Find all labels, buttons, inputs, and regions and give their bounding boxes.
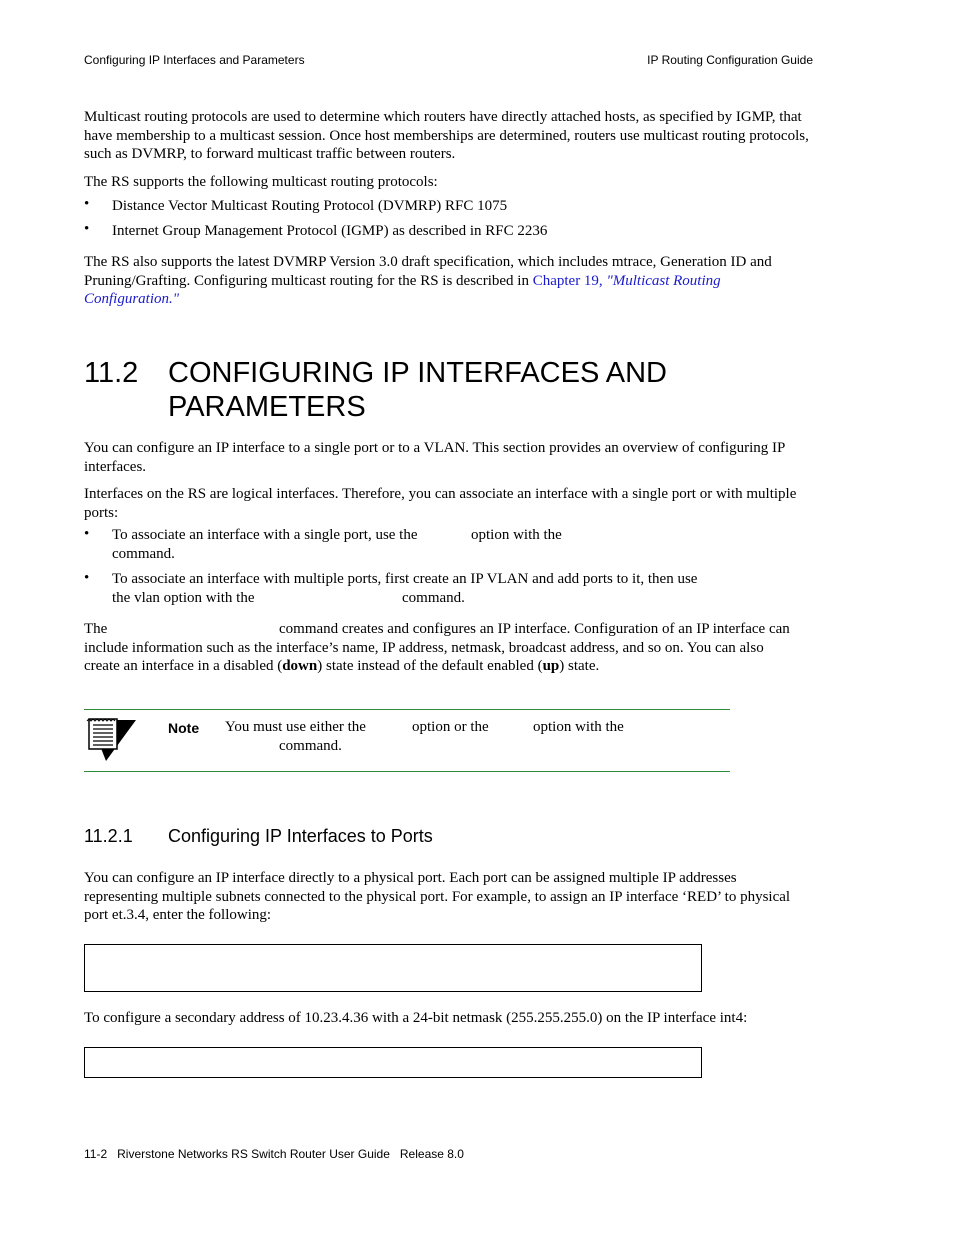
note-icon <box>84 717 140 768</box>
note-text-4: command. <box>279 738 342 754</box>
p3-line3-text-c: ) state. <box>559 658 600 674</box>
note-text-1: You must use either the <box>225 719 366 735</box>
page-footer: 11-2 Riverstone Networks RS Switch Router User Guide Release 8.0 <box>84 1147 464 1161</box>
subsection-title: Configuring IP Interfaces to Ports <box>168 826 433 846</box>
intro-paragraph-3-text: The RS also supports the latest DVMRP Version 3.0 draft specification, which includes mtrace, Generation ID and Pruning/Grafting. Configuring multicast routing for the RS is described in <box>84 254 772 289</box>
intro-paragraph-3 <box>84 253 814 309</box>
section-bullet-2-part-a: To associate an interface with multiple ports, first create an IP VLAN and add ports to it, then use <box>112 571 698 587</box>
section-bullet-2-part-c: command. <box>402 590 465 606</box>
section-paragraph-3-line-3 <box>84 658 599 675</box>
bullet-icon: • <box>84 570 90 586</box>
note-text-3: option with the <box>533 719 624 735</box>
note-label: Note <box>168 720 200 736</box>
subsection-number: 11.2.1 <box>84 826 133 846</box>
down-keyword: down <box>282 658 318 674</box>
note-text-2: option or the <box>412 719 489 735</box>
intro-paragraph-2: The RS supports the following multicast routing protocols: <box>84 174 438 190</box>
section-title-line-1: CONFIGURING IP INTERFACES AND <box>168 357 667 389</box>
section-title-line-2: PARAMETERS <box>168 391 366 423</box>
note-top-rule <box>84 709 730 710</box>
intro-bullet-2: Internet Group Management Protocol (IGMP) as described in RFC 2236 <box>112 223 548 239</box>
subsection-paragraph-2: To configure a secondary address of 10.23.4.36 with a 24-bit netmask (255.255.255.0) on the IP interface int4: <box>84 1010 748 1026</box>
bullet-icon: • <box>84 196 90 212</box>
section-paragraph-2: Interfaces on the RS are logical interfaces. Therefore, you can associate an interface with a single port or with multiple ports: <box>84 486 797 521</box>
section-bullet-2-part-b: the vlan option with the <box>112 590 255 606</box>
section-paragraph-1: You can configure an IP interface to a single port or to a VLAN. This section provides an overview of configuring IP interfaces. <box>84 440 785 475</box>
section-paragraph-3-part-b: command creates and configures an IP interface. Configuration of an IP interface can <box>279 621 790 637</box>
intro-bullet-1: Distance Vector Multicast Routing Protocol (DVMRP) RFC 1075 <box>112 198 508 214</box>
p3-line3-text-a: create an interface in a disabled ( <box>84 658 283 674</box>
up-keyword: up <box>542 658 560 674</box>
section-paragraph-3-line-2: include information such as the interface’s name, IP address, netmask, broadcast address, and so on. You can also <box>84 640 764 656</box>
section-bullet-1-part-a: To associate an interface with a single port, use the <box>112 527 418 543</box>
bullet-icon: • <box>84 221 90 237</box>
intro-paragraph-1: Multicast routing protocols are used to determine which routers have directly attached hosts, as specified by IGMP, that have membership to a multicast session. Once host memberships are determined, routers use multicast routing protocols, such as DVMRP, to forward multicast traffic between routers. <box>84 109 809 162</box>
section-number: 11.2 <box>84 357 139 389</box>
subsection-paragraph-1: You can configure an IP interface directly to a physical port. Each port can be assigned multiple IP addresses representing multiple subnets connected to the physical port. For example, to assign an IP interface ‘RED’ to physical port et.3.4, enter the following: <box>84 870 791 923</box>
note-bottom-rule <box>84 771 730 772</box>
bullet-icon: • <box>84 526 90 542</box>
running-header-left: Configuring IP Interfaces and Parameters <box>84 53 305 67</box>
section-bullet-1-part-c: command. <box>112 546 175 562</box>
code-example-box-1 <box>84 944 702 992</box>
chapter-title-link[interactable]: "Multicast Routing Configuration." <box>84 272 721 307</box>
section-paragraph-3-part-a: The <box>84 621 108 637</box>
chapter-link[interactable]: Chapter 19, <box>532 272 607 289</box>
section-bullet-1-part-b: option with the <box>471 527 562 543</box>
p3-line3-text-b: ) state instead of the default enabled ( <box>317 658 543 674</box>
code-example-box-2 <box>84 1047 702 1078</box>
running-header-right: IP Routing Configuration Guide <box>647 53 813 67</box>
